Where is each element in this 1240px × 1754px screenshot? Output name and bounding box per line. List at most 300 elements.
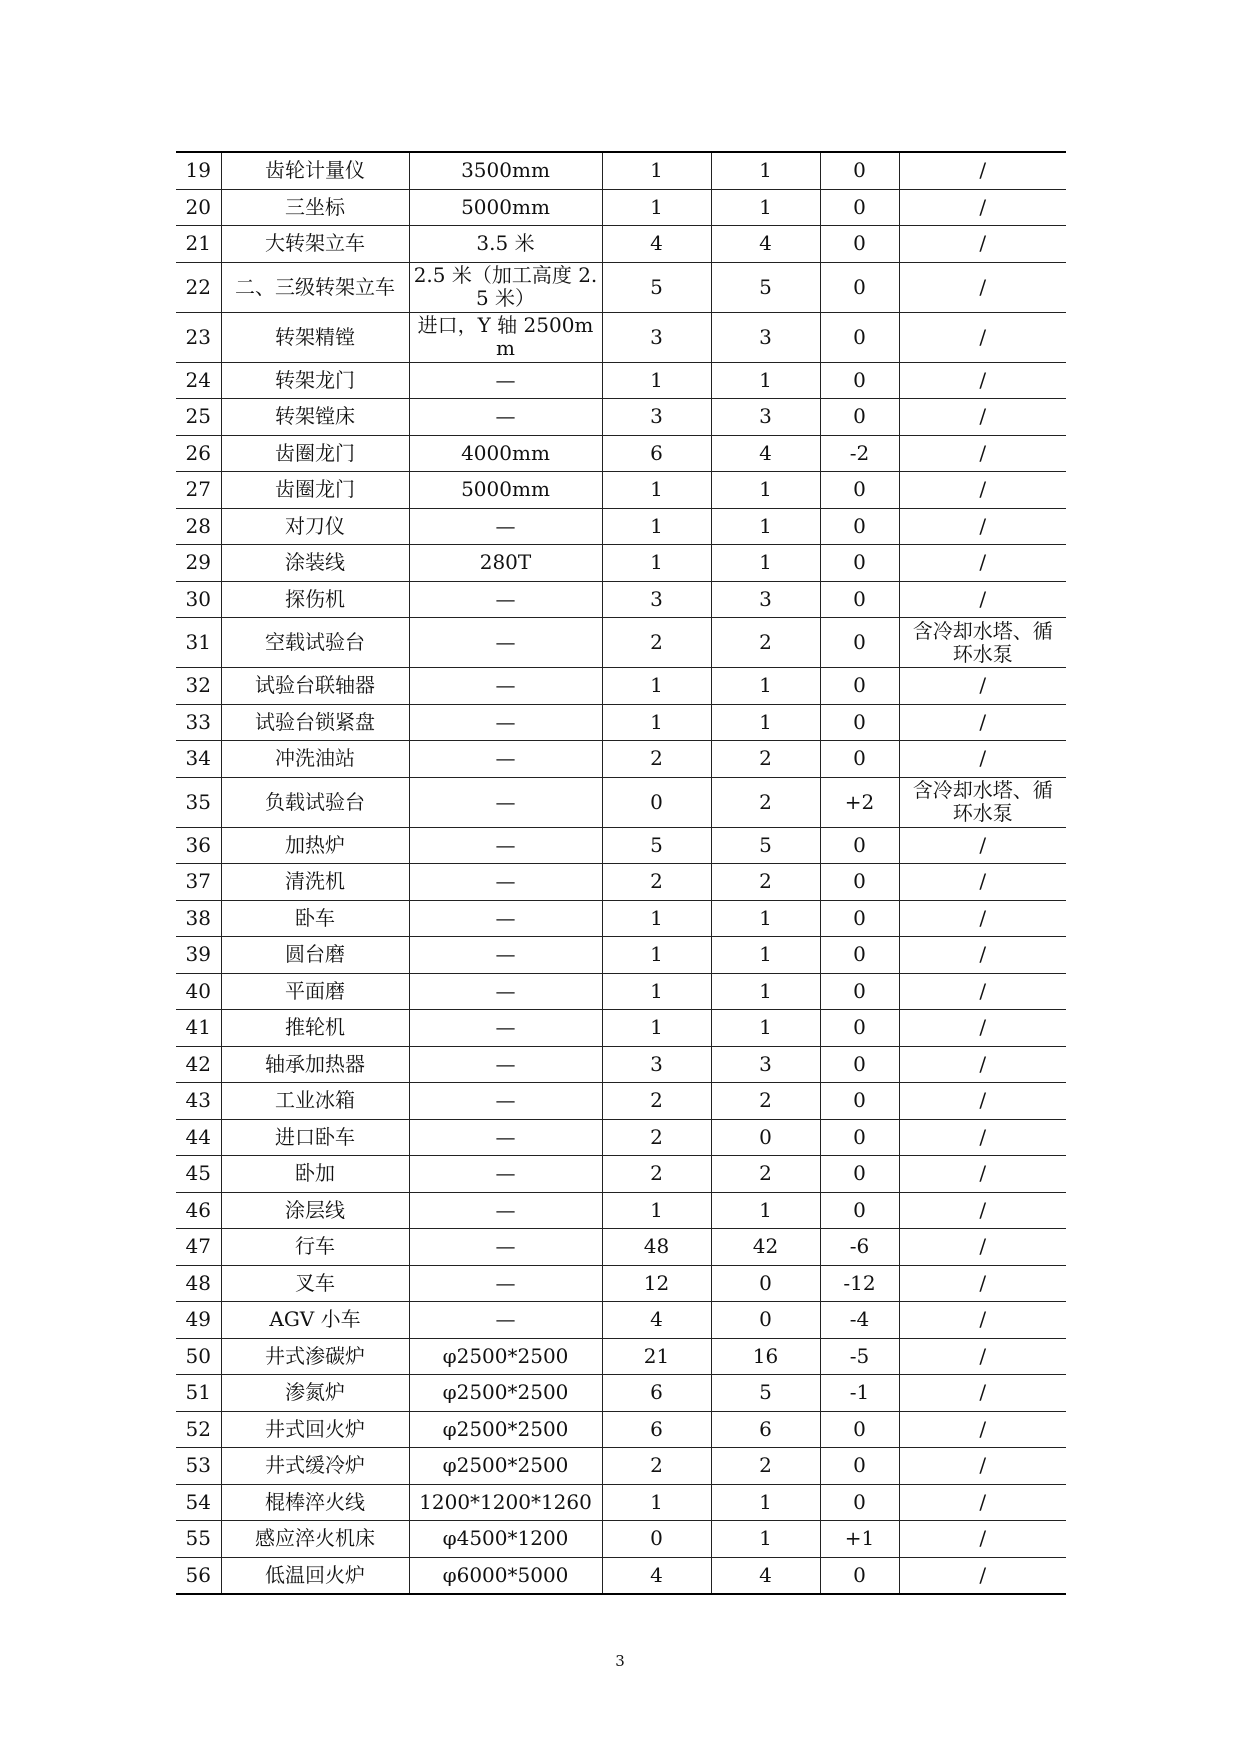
equipment-name-cell: 齿轮计量仪	[221, 152, 409, 189]
quantity-original-cell: 0	[602, 777, 711, 827]
equipment-name-cell: 冲洗油站	[221, 741, 409, 778]
quantity-original-cell: 3	[602, 1046, 711, 1083]
equipment-name-cell: 试验台锁紧盘	[221, 704, 409, 741]
quantity-original-cell: 4	[602, 1302, 711, 1339]
equipment-table	[176, 151, 1066, 1595]
row-number-cell: 24	[176, 362, 221, 399]
specification-cell: —	[409, 1046, 602, 1083]
difference-cell: 0	[820, 741, 899, 778]
quantity-original-cell: 1	[602, 152, 711, 189]
specification-cell: —	[409, 937, 602, 974]
row-number-cell: 27	[176, 472, 221, 509]
row-number-cell: 45	[176, 1156, 221, 1193]
specification-cell: 进口，Y 轴 2500mm	[409, 312, 602, 362]
remark-cell: /	[899, 1302, 1066, 1339]
row-number-cell: 52	[176, 1411, 221, 1448]
specification-cell: 3500mm	[409, 152, 602, 189]
remark-cell: /	[899, 827, 1066, 864]
quantity-new-cell: 4	[711, 226, 820, 263]
row-number-cell: 48	[176, 1265, 221, 1302]
row-number-cell: 40	[176, 973, 221, 1010]
quantity-original-cell: 12	[602, 1265, 711, 1302]
difference-cell: 0	[820, 189, 899, 226]
table-row	[176, 226, 1066, 263]
equipment-name-cell: 加热炉	[221, 827, 409, 864]
quantity-new-cell: 1	[711, 508, 820, 545]
row-number-cell: 31	[176, 618, 221, 668]
difference-cell: 0	[820, 973, 899, 1010]
remark-cell: /	[899, 704, 1066, 741]
difference-cell: 0	[820, 618, 899, 668]
difference-cell: 0	[820, 900, 899, 937]
row-number-cell: 22	[176, 262, 221, 312]
quantity-original-cell: 1	[602, 900, 711, 937]
equipment-name-cell: 探伤机	[221, 581, 409, 618]
quantity-new-cell: 16	[711, 1338, 820, 1375]
remark-cell: /	[899, 937, 1066, 974]
specification-cell: —	[409, 508, 602, 545]
row-number-cell: 54	[176, 1484, 221, 1521]
row-number-cell: 43	[176, 1083, 221, 1120]
remark-cell: /	[899, 1557, 1066, 1594]
difference-cell: 0	[820, 312, 899, 362]
remark-cell: /	[899, 226, 1066, 263]
quantity-original-cell: 1	[602, 1192, 711, 1229]
row-number-cell: 44	[176, 1119, 221, 1156]
equipment-name-cell: 渗氮炉	[221, 1375, 409, 1412]
equipment-name-cell: 轴承加热器	[221, 1046, 409, 1083]
quantity-original-cell: 2	[602, 1083, 711, 1120]
difference-cell: 0	[820, 937, 899, 974]
table-row	[176, 189, 1066, 226]
quantity-new-cell: 1	[711, 973, 820, 1010]
quantity-new-cell: 0	[711, 1265, 820, 1302]
specification-cell: —	[409, 1119, 602, 1156]
quantity-new-cell: 4	[711, 435, 820, 472]
table-row	[176, 973, 1066, 1010]
equipment-name-cell: 转架龙门	[221, 362, 409, 399]
specification-cell: —	[409, 777, 602, 827]
table-row	[176, 937, 1066, 974]
quantity-new-cell: 1	[711, 704, 820, 741]
remark-cell: /	[899, 152, 1066, 189]
quantity-new-cell: 3	[711, 1046, 820, 1083]
remark-cell: /	[899, 312, 1066, 362]
quantity-original-cell: 0	[602, 1521, 711, 1558]
quantity-original-cell: 2	[602, 618, 711, 668]
quantity-original-cell: 1	[602, 973, 711, 1010]
difference-cell: 0	[820, 399, 899, 436]
quantity-original-cell: 6	[602, 1375, 711, 1412]
quantity-original-cell: 3	[602, 312, 711, 362]
table-row	[176, 545, 1066, 582]
row-number-cell: 30	[176, 581, 221, 618]
specification-cell: —	[409, 618, 602, 668]
row-number-cell: 46	[176, 1192, 221, 1229]
difference-cell: 0	[820, 1010, 899, 1047]
difference-cell: -4	[820, 1302, 899, 1339]
equipment-name-cell: 卧加	[221, 1156, 409, 1193]
quantity-new-cell: 2	[711, 1448, 820, 1485]
equipment-name-cell: 二、三级转架立车	[221, 262, 409, 312]
specification-cell: 5000mm	[409, 472, 602, 509]
specification-cell: —	[409, 1192, 602, 1229]
difference-cell: -1	[820, 1375, 899, 1412]
table-row	[176, 1192, 1066, 1229]
row-number-cell: 42	[176, 1046, 221, 1083]
specification-cell: —	[409, 668, 602, 705]
quantity-new-cell: 1	[711, 1521, 820, 1558]
difference-cell: 0	[820, 472, 899, 509]
equipment-name-cell: 负载试验台	[221, 777, 409, 827]
difference-cell: 0	[820, 704, 899, 741]
equipment-name-cell: 工业冰箱	[221, 1083, 409, 1120]
table-row	[176, 262, 1066, 312]
specification-cell: —	[409, 362, 602, 399]
row-number-cell: 35	[176, 777, 221, 827]
equipment-name-cell: 试验台联轴器	[221, 668, 409, 705]
equipment-name-cell: 平面磨	[221, 973, 409, 1010]
quantity-original-cell: 2	[602, 864, 711, 901]
remark-cell: /	[899, 1119, 1066, 1156]
remark-cell: /	[899, 741, 1066, 778]
difference-cell: 0	[820, 668, 899, 705]
difference-cell: 0	[820, 1557, 899, 1594]
row-number-cell: 29	[176, 545, 221, 582]
quantity-new-cell: 1	[711, 152, 820, 189]
equipment-name-cell: 井式渗碳炉	[221, 1338, 409, 1375]
quantity-new-cell: 5	[711, 262, 820, 312]
difference-cell: -2	[820, 435, 899, 472]
difference-cell: 0	[820, 152, 899, 189]
table-row	[176, 777, 1066, 827]
quantity-new-cell: 5	[711, 827, 820, 864]
equipment-name-cell: 井式缓冷炉	[221, 1448, 409, 1485]
remark-cell: /	[899, 1521, 1066, 1558]
table-row	[176, 1448, 1066, 1485]
equipment-name-cell: 卧车	[221, 900, 409, 937]
equipment-name-cell: 涂层线	[221, 1192, 409, 1229]
remark-cell: 含冷却水塔、循环水泵	[899, 618, 1066, 668]
quantity-original-cell: 5	[602, 262, 711, 312]
specification-cell: 4000mm	[409, 435, 602, 472]
remark-cell: 含冷却水塔、循环水泵	[899, 777, 1066, 827]
quantity-new-cell: 42	[711, 1229, 820, 1266]
specification-cell: —	[409, 900, 602, 937]
difference-cell: 0	[820, 226, 899, 263]
quantity-new-cell: 1	[711, 189, 820, 226]
difference-cell: 0	[820, 1448, 899, 1485]
specification-cell: —	[409, 1010, 602, 1047]
quantity-new-cell: 1	[711, 472, 820, 509]
difference-cell: -5	[820, 1338, 899, 1375]
remark-cell: /	[899, 362, 1066, 399]
equipment-name-cell: 空载试验台	[221, 618, 409, 668]
remark-cell: /	[899, 973, 1066, 1010]
specification-cell: —	[409, 973, 602, 1010]
table-row	[176, 1338, 1066, 1375]
specification-cell: —	[409, 1156, 602, 1193]
difference-cell: 0	[820, 545, 899, 582]
quantity-new-cell: 2	[711, 741, 820, 778]
quantity-new-cell: 2	[711, 1156, 820, 1193]
difference-cell: -6	[820, 1229, 899, 1266]
row-number-cell: 32	[176, 668, 221, 705]
equipment-name-cell: 三坐标	[221, 189, 409, 226]
row-number-cell: 25	[176, 399, 221, 436]
table-row	[176, 1265, 1066, 1302]
difference-cell: 0	[820, 827, 899, 864]
specification-cell: 2.5 米（加工高度 2.5 米）	[409, 262, 602, 312]
row-number-cell: 38	[176, 900, 221, 937]
quantity-new-cell: 1	[711, 900, 820, 937]
remark-cell: /	[899, 1375, 1066, 1412]
remark-cell: /	[899, 1484, 1066, 1521]
row-number-cell: 53	[176, 1448, 221, 1485]
specification-cell: 5000mm	[409, 189, 602, 226]
table-row	[176, 435, 1066, 472]
equipment-name-cell: 转架精镗	[221, 312, 409, 362]
specification-cell: φ2500*2500	[409, 1448, 602, 1485]
remark-cell: /	[899, 189, 1066, 226]
table-row	[176, 864, 1066, 901]
remark-cell: /	[899, 1448, 1066, 1485]
remark-cell: /	[899, 1338, 1066, 1375]
table-row	[176, 827, 1066, 864]
quantity-original-cell: 1	[602, 1010, 711, 1047]
row-number-cell: 21	[176, 226, 221, 263]
equipment-name-cell: 涂装线	[221, 545, 409, 582]
table-row	[176, 1046, 1066, 1083]
quantity-new-cell: 1	[711, 362, 820, 399]
row-number-cell: 56	[176, 1557, 221, 1594]
quantity-original-cell: 1	[602, 545, 711, 582]
quantity-original-cell: 1	[602, 1484, 711, 1521]
remark-cell: /	[899, 472, 1066, 509]
page-number: 3	[615, 1652, 625, 1670]
specification-cell: —	[409, 741, 602, 778]
table-row	[176, 152, 1066, 189]
equipment-name-cell: 棍棒淬火线	[221, 1484, 409, 1521]
quantity-original-cell: 2	[602, 1448, 711, 1485]
remark-cell: /	[899, 1192, 1066, 1229]
remark-cell: /	[899, 1010, 1066, 1047]
quantity-new-cell: 1	[711, 937, 820, 974]
quantity-original-cell: 6	[602, 435, 711, 472]
row-number-cell: 26	[176, 435, 221, 472]
equipment-name-cell: 低温回火炉	[221, 1557, 409, 1594]
difference-cell: 0	[820, 1083, 899, 1120]
row-number-cell: 20	[176, 189, 221, 226]
table-row	[176, 399, 1066, 436]
remark-cell: /	[899, 435, 1066, 472]
quantity-original-cell: 1	[602, 508, 711, 545]
quantity-new-cell: 2	[711, 618, 820, 668]
quantity-new-cell: 5	[711, 1375, 820, 1412]
remark-cell: /	[899, 262, 1066, 312]
remark-cell: /	[899, 545, 1066, 582]
quantity-new-cell: 6	[711, 1411, 820, 1448]
quantity-new-cell: 1	[711, 545, 820, 582]
quantity-new-cell: 3	[711, 399, 820, 436]
quantity-new-cell: 1	[711, 668, 820, 705]
equipment-name-cell: 转架镗床	[221, 399, 409, 436]
remark-cell: /	[899, 864, 1066, 901]
specification-cell: —	[409, 1083, 602, 1120]
quantity-original-cell: 2	[602, 741, 711, 778]
difference-cell: 0	[820, 508, 899, 545]
difference-cell: -12	[820, 1265, 899, 1302]
table-row	[176, 508, 1066, 545]
quantity-original-cell: 1	[602, 189, 711, 226]
difference-cell: 0	[820, 864, 899, 901]
difference-cell: 0	[820, 1119, 899, 1156]
table-row	[176, 472, 1066, 509]
quantity-new-cell: 4	[711, 1557, 820, 1594]
difference-cell: 0	[820, 262, 899, 312]
difference-cell: 0	[820, 1192, 899, 1229]
specification-cell: 280T	[409, 545, 602, 582]
quantity-original-cell: 2	[602, 1119, 711, 1156]
quantity-original-cell: 5	[602, 827, 711, 864]
specification-cell: —	[409, 827, 602, 864]
equipment-name-cell: 对刀仪	[221, 508, 409, 545]
table-row	[176, 581, 1066, 618]
specification-cell: —	[409, 1302, 602, 1339]
remark-cell: /	[899, 1411, 1066, 1448]
specification-cell: —	[409, 581, 602, 618]
equipment-name-cell: 井式回火炉	[221, 1411, 409, 1448]
quantity-original-cell: 6	[602, 1411, 711, 1448]
specification-cell: φ2500*2500	[409, 1411, 602, 1448]
table-row	[176, 900, 1066, 937]
table-row	[176, 1083, 1066, 1120]
row-number-cell: 41	[176, 1010, 221, 1047]
row-number-cell: 51	[176, 1375, 221, 1412]
specification-cell: 3.5 米	[409, 226, 602, 263]
equipment-name-cell: 大转架立车	[221, 226, 409, 263]
table-row	[176, 1302, 1066, 1339]
row-number-cell: 47	[176, 1229, 221, 1266]
remark-cell: /	[899, 508, 1066, 545]
quantity-original-cell: 1	[602, 704, 711, 741]
quantity-original-cell: 4	[602, 1557, 711, 1594]
quantity-original-cell: 1	[602, 472, 711, 509]
specification-cell: φ4500*1200	[409, 1521, 602, 1558]
equipment-table-body	[176, 152, 1066, 1594]
row-number-cell: 39	[176, 937, 221, 974]
difference-cell: 0	[820, 1484, 899, 1521]
quantity-new-cell: 1	[711, 1192, 820, 1229]
specification-cell: —	[409, 864, 602, 901]
remark-cell: /	[899, 668, 1066, 705]
equipment-name-cell: 叉车	[221, 1265, 409, 1302]
table-row	[176, 704, 1066, 741]
row-number-cell: 50	[176, 1338, 221, 1375]
quantity-original-cell: 3	[602, 399, 711, 436]
quantity-new-cell: 3	[711, 312, 820, 362]
table-row	[176, 1411, 1066, 1448]
table-row	[176, 1010, 1066, 1047]
equipment-name-cell: 行车	[221, 1229, 409, 1266]
specification-cell: φ2500*2500	[409, 1375, 602, 1412]
remark-cell: /	[899, 900, 1066, 937]
quantity-new-cell: 3	[711, 581, 820, 618]
remark-cell: /	[899, 1156, 1066, 1193]
row-number-cell: 23	[176, 312, 221, 362]
table-row	[176, 1375, 1066, 1412]
quantity-original-cell: 1	[602, 668, 711, 705]
row-number-cell: 19	[176, 152, 221, 189]
table-row	[176, 1156, 1066, 1193]
equipment-name-cell: 推轮机	[221, 1010, 409, 1047]
quantity-original-cell: 3	[602, 581, 711, 618]
row-number-cell: 55	[176, 1521, 221, 1558]
table-row	[176, 618, 1066, 668]
quantity-original-cell: 1	[602, 937, 711, 974]
difference-cell: 0	[820, 362, 899, 399]
difference-cell: 0	[820, 1156, 899, 1193]
quantity-new-cell: 1	[711, 1010, 820, 1047]
specification-cell: —	[409, 1265, 602, 1302]
table-row	[176, 312, 1066, 362]
equipment-name-cell: 齿圈龙门	[221, 472, 409, 509]
remark-cell: /	[899, 1265, 1066, 1302]
quantity-original-cell: 4	[602, 226, 711, 263]
difference-cell: +1	[820, 1521, 899, 1558]
quantity-new-cell: 1	[711, 1484, 820, 1521]
remark-cell: /	[899, 1083, 1066, 1120]
table-row	[176, 1521, 1066, 1558]
quantity-original-cell: 48	[602, 1229, 711, 1266]
row-number-cell: 49	[176, 1302, 221, 1339]
table-row	[176, 1119, 1066, 1156]
specification-cell: φ2500*2500	[409, 1338, 602, 1375]
difference-cell: 0	[820, 581, 899, 618]
quantity-new-cell: 2	[711, 864, 820, 901]
difference-cell: 0	[820, 1046, 899, 1083]
quantity-new-cell: 0	[711, 1302, 820, 1339]
remark-cell: /	[899, 581, 1066, 618]
specification-cell: —	[409, 1229, 602, 1266]
row-number-cell: 28	[176, 508, 221, 545]
quantity-original-cell: 1	[602, 362, 711, 399]
remark-cell: /	[899, 399, 1066, 436]
quantity-original-cell: 21	[602, 1338, 711, 1375]
equipment-name-cell: 圆台磨	[221, 937, 409, 974]
quantity-new-cell: 2	[711, 1083, 820, 1120]
remark-cell: /	[899, 1229, 1066, 1266]
equipment-name-cell: 齿圈龙门	[221, 435, 409, 472]
quantity-new-cell: 2	[711, 777, 820, 827]
specification-cell: —	[409, 399, 602, 436]
quantity-new-cell: 0	[711, 1119, 820, 1156]
table-row	[176, 668, 1066, 705]
quantity-original-cell: 2	[602, 1156, 711, 1193]
table-row	[176, 1484, 1066, 1521]
equipment-name-cell: 感应淬火机床	[221, 1521, 409, 1558]
row-number-cell: 33	[176, 704, 221, 741]
specification-cell: 1200*1200*1260	[409, 1484, 602, 1521]
specification-cell: φ6000*5000	[409, 1557, 602, 1594]
table-row	[176, 1229, 1066, 1266]
difference-cell: 0	[820, 1411, 899, 1448]
equipment-name-cell: AGV 小车	[221, 1302, 409, 1339]
table-row	[176, 741, 1066, 778]
specification-cell: —	[409, 704, 602, 741]
row-number-cell: 34	[176, 741, 221, 778]
remark-cell: /	[899, 1046, 1066, 1083]
